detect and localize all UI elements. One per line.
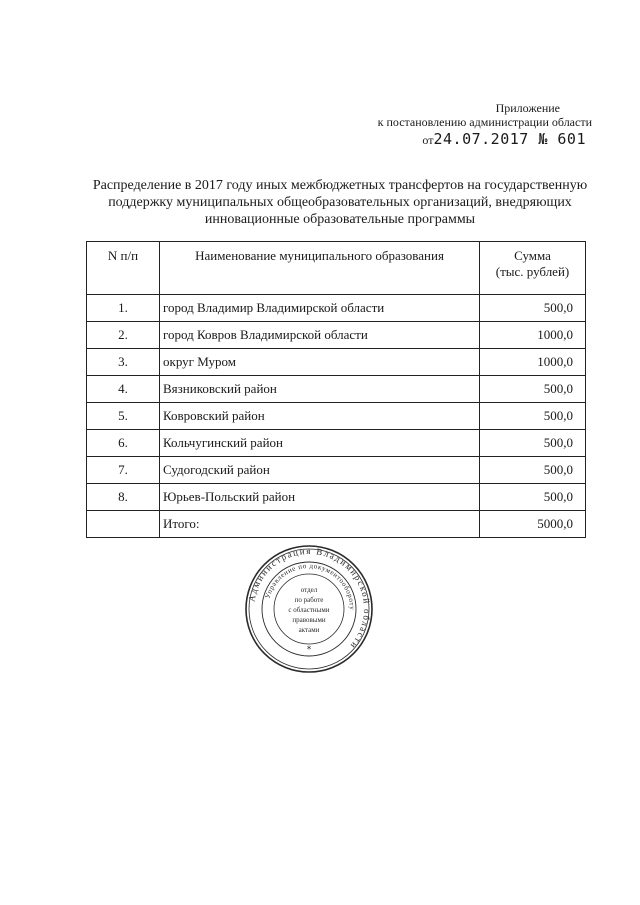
table-row [87,457,586,484]
row-sum: 500,0 [480,457,586,484]
header-sum-line1: Сумма [514,248,551,263]
table-row [87,403,586,430]
row-num: 4. [87,376,160,403]
table-row [87,349,586,376]
row-sum: 500,0 [480,403,586,430]
row-num: 6. [87,430,160,457]
stamp-center-line-1: отдел [300,586,318,594]
row-sum: 1000,0 [480,349,586,376]
stamp-center-line-4: правовыми [292,616,326,624]
total-label: Итого: [160,511,480,538]
table-row [87,430,586,457]
header-name: Наименование муниципального образования [160,242,480,295]
stamp-center-line-2: по работе [294,596,324,604]
appendix-header [378,101,592,150]
row-name: Юрьев-Польский район [160,484,480,511]
distribution-table [86,241,586,538]
table-row [87,484,586,511]
table-row [87,295,586,322]
stamp-outer-text: Администрация Владимирской области [246,545,373,652]
appendix-label: Приложение [495,101,560,115]
row-sum: 500,0 [480,484,586,511]
total-row [87,511,586,538]
row-name: Вязниковский район [160,376,480,403]
table-row [87,322,586,349]
row-num: 5. [87,403,160,430]
stamp-star-icon: * [306,645,312,655]
row-name: Кольчугинский район [160,430,480,457]
table-row [87,376,586,403]
row-name: город Ковров Владимирской области [160,322,480,349]
row-sum: 500,0 [480,430,586,457]
row-sum: 500,0 [480,295,586,322]
appendix-resolution: к постановлению администрации области [377,115,592,129]
row-name: округ Муром [160,349,480,376]
row-num: 2. [87,322,160,349]
stamp-inner-text: Управление по документообороту [263,561,357,611]
row-num: 8. [87,484,160,511]
header-num: N п/п [87,242,160,295]
total-num [87,511,160,538]
row-name: Ковровский район [160,403,480,430]
row-num: 3. [87,349,160,376]
stamp-center-line-3: с областными [288,606,330,614]
row-num: 7. [87,457,160,484]
header-sum-line2: (тыс. рублей) [495,264,570,279]
appendix-date-line [378,129,586,150]
row-sum: 1000,0 [480,322,586,349]
stamp-center-line-5: актами [298,626,320,634]
row-sum: 500,0 [480,376,586,403]
date-value: 24.07.2017 № 601 [433,130,586,148]
header-sum [480,242,586,295]
total-sum: 5000,0 [480,511,586,538]
row-name: Судогодский район [160,457,480,484]
date-prefix: от [422,133,434,147]
document-title: Распределение в 2017 году иных межбюджетных трансфертов на государственную поддержку муниципальных общеобразовательных организаций, внедряющих инновационные образовательные программы [92,178,588,227]
row-name: город Владимир Владимирской области [160,295,480,322]
official-stamp [244,544,374,674]
table-header-row [87,242,586,295]
row-num: 1. [87,295,160,322]
